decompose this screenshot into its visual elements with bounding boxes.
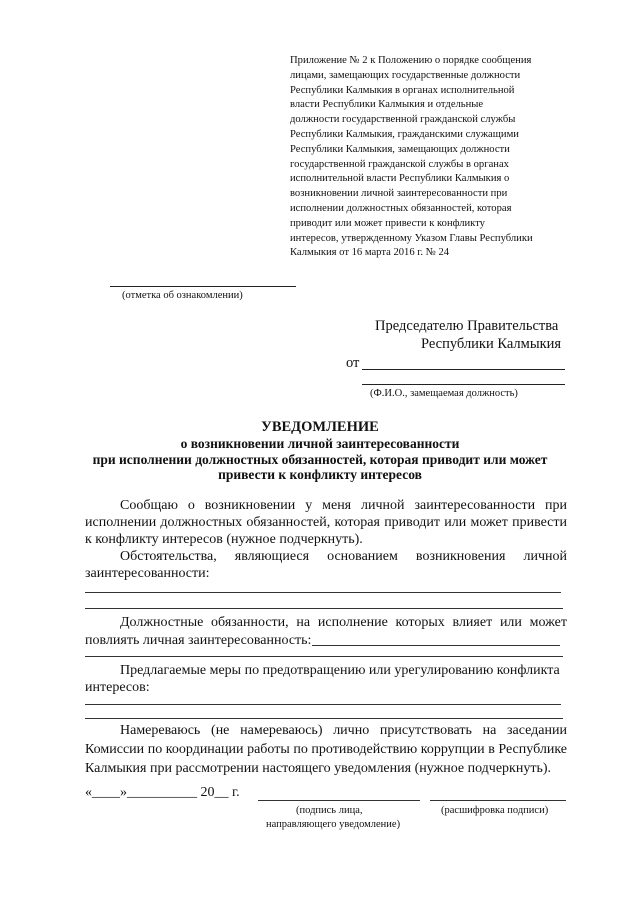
signature-line[interactable] xyxy=(258,800,420,801)
from-label: от xyxy=(346,355,360,371)
appendix-line: Калмыкия от 16 марта 2016 г. № 24 xyxy=(290,247,450,259)
fio-blank-line[interactable] xyxy=(362,384,565,385)
paragraph-line: к конфликту интересов (нужное подчеркнуть). xyxy=(85,532,363,547)
appendix-line: государственной гражданской службы в органах xyxy=(290,158,509,170)
duties-line[interactable] xyxy=(312,645,560,646)
signature-caption: (подпись лица, xyxy=(296,805,363,816)
appendix-line: лицами, замещающих государственные должности xyxy=(290,69,521,81)
appendix-note xyxy=(290,54,590,261)
appendix-line: интересов, утвержденному Указом Главы Республики xyxy=(290,232,533,244)
appendix-line: исполнительной власти Республики Калмыкия о xyxy=(290,173,510,185)
decode-caption: (расшифровка подписи) xyxy=(441,805,549,816)
paragraph-line: Калмыкия при рассмотрении настоящего уведомления (нужное подчеркнуть). xyxy=(85,761,552,776)
appendix-line: исполнении должностных обязанностей, которая xyxy=(290,202,512,214)
acknowledgment-caption: (отметка об ознакомлении) xyxy=(122,290,243,301)
title-subline: привести к конфликту интересов xyxy=(218,467,422,482)
document-title: УВЕДОМЛЕНИЕ xyxy=(261,419,379,435)
addressee-line-1: Председателю Правительства xyxy=(375,318,559,334)
circumstances-line[interactable] xyxy=(85,608,563,609)
paragraph-line: заинтересованности: xyxy=(85,566,210,581)
title-subline: о возникновении личной заинтересованности xyxy=(180,436,460,451)
paragraph-line: Комиссии по координации работы по противодействию коррупции в Республике xyxy=(85,742,567,757)
paragraph-line: Предлагаемые меры по предотвращению или урегулированию конфликта xyxy=(120,663,560,678)
paragraph-line: Намереваюсь (не намереваюсь) лично присутствовать на заседании xyxy=(120,723,567,738)
title-subline: при исполнении должностных обязанностей, которая приводит или может xyxy=(92,452,548,467)
circumstances-line[interactable] xyxy=(85,592,561,593)
appendix-line: власти Республики Калмыкия и отдельные xyxy=(290,99,484,111)
date-field[interactable]: «____»__________ 20__ г. xyxy=(85,785,240,800)
appendix-line: Республики Калмыкия, гражданскими служащими xyxy=(290,128,519,140)
appendix-line: Республики Калмыкия, замещающих должности xyxy=(290,143,510,155)
paragraph-line: интересов: xyxy=(85,680,150,695)
paragraph-line: Сообщаю о возникновении у меня личной заинтересованности при xyxy=(120,498,567,513)
paragraph-line: Должностные обязанности, на исполнение которых влияет или может xyxy=(120,615,567,630)
duties-line[interactable] xyxy=(85,656,563,657)
paragraph-line: повлиять личная заинтересованность: xyxy=(85,633,312,648)
appendix-line: возникновении личной заинтересованности при xyxy=(290,188,508,200)
fio-caption: (Ф.И.О., замещаемая должность) xyxy=(370,388,518,399)
signature-decode-line[interactable] xyxy=(430,800,566,801)
paragraph-line: исполнении должностных обязанностей, которая приводит или может привести xyxy=(85,515,567,530)
appendix-line: должности государственной гражданской службы xyxy=(290,114,516,126)
appendix-line: Республики Калмыкия в органах исполнительной xyxy=(290,84,515,96)
measures-line[interactable] xyxy=(85,718,563,719)
addressee-line-2: Республики Калмыкия xyxy=(421,336,562,352)
acknowledgment-blank-line[interactable] xyxy=(110,286,296,287)
appendix-line: Приложение № 2 к Положению о порядке сообщения xyxy=(290,55,532,66)
signature-caption: направляющего уведомление) xyxy=(266,819,401,830)
appendix-line: приводит или может привести к конфликту xyxy=(290,217,485,229)
from-blank-line[interactable] xyxy=(362,369,565,370)
measures-line[interactable] xyxy=(85,704,561,705)
paragraph-line: Обстоятельства, являющиеся основанием возникновения личной xyxy=(120,549,567,564)
